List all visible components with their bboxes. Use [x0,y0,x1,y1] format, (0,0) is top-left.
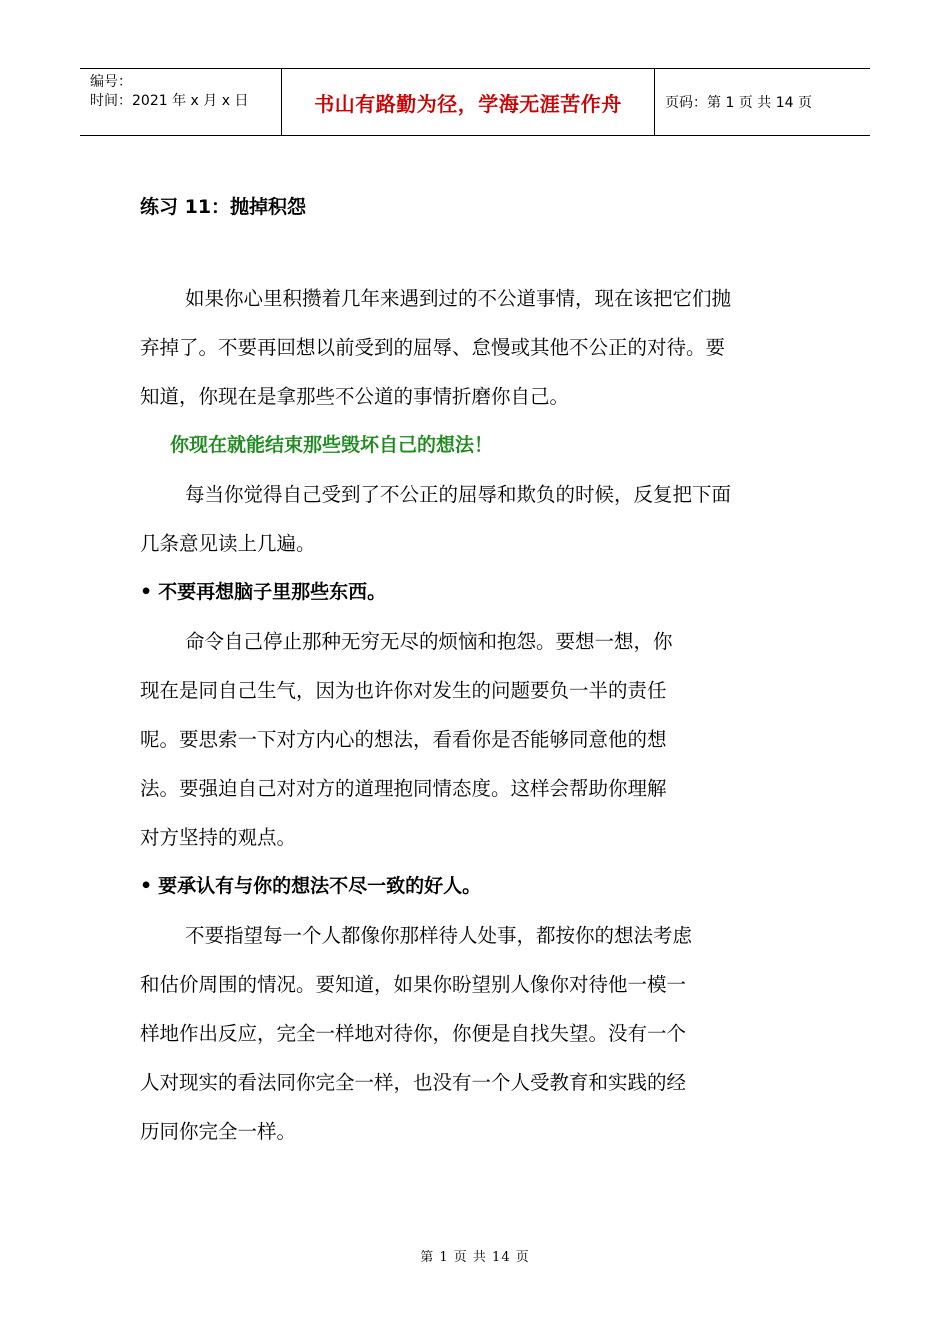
header-meta-cell [80,69,282,135]
bullet-heading-1 [140,568,740,617]
paragraph-instruction: 每当你觉得自己受到了不公正的屈辱和欺负的时候，反复把下面几条意见读上几遍。 [140,483,732,555]
serial-number-label: 编号： [90,74,132,90]
paragraph-stop-worrying: 命令自己停止那种无穷无尽的烦恼和抱怨。要想一想，你现在是同自己生气，因为也许你对发生的问题要负一半的责任呢。要思索一下对方内心的想法，看看你是否能够同意他的想法。要强迫自己对对方的道理抱同情态度。这样会帮助你理解对方坚持的观点。 [140,630,673,849]
bullet-dot-icon: • [140,875,153,897]
date-label: 时间：2021 年 x 月 x 日 [90,93,249,109]
paragraph-accept-others: 不要指望每一个人都像你那样待人处事，都按你的想法考虑和估价周围的情况。要知道，如果你盼望别人像你对待他一模一样地作出反应，完全一样地对待你，你便是自找失望。没有一个人对现实的看法同你完全一样，也没有一个人受教育和实践的经历同你完全一样。 [140,924,693,1143]
highlight-line: 你现在就能结束那些毁坏自己的想法！ [170,434,494,456]
page-footer: 第 1 页 共 14 页 [420,1250,530,1265]
paragraph-intro: 如果你心里积攒着几年来遇到过的不公道事情，现在该把它们抛弃掉了。不要再回想以前受到的屈辱、怠慢或其他不公正的对待。要知道，你现在是拿那些不公道的事情折磨你自己。 [140,287,732,408]
bullet-dot-icon: • [140,581,153,603]
bullet-heading-2 [140,862,740,911]
document-body [140,274,740,1156]
document-title: 练习 11：抛掉积怨 [140,196,307,218]
bullet-heading-text: 要承认有与你的想法不尽一致的好人。 [158,875,482,897]
header-motto: 书山有路勤为径，学海无涯苦作舟 [282,69,655,135]
document-header [80,68,870,136]
bullet-heading-text: 不要再想脑子里那些东西。 [158,581,387,603]
header-page-info: 页码：第 1 页 共 14 页 [665,95,812,111]
